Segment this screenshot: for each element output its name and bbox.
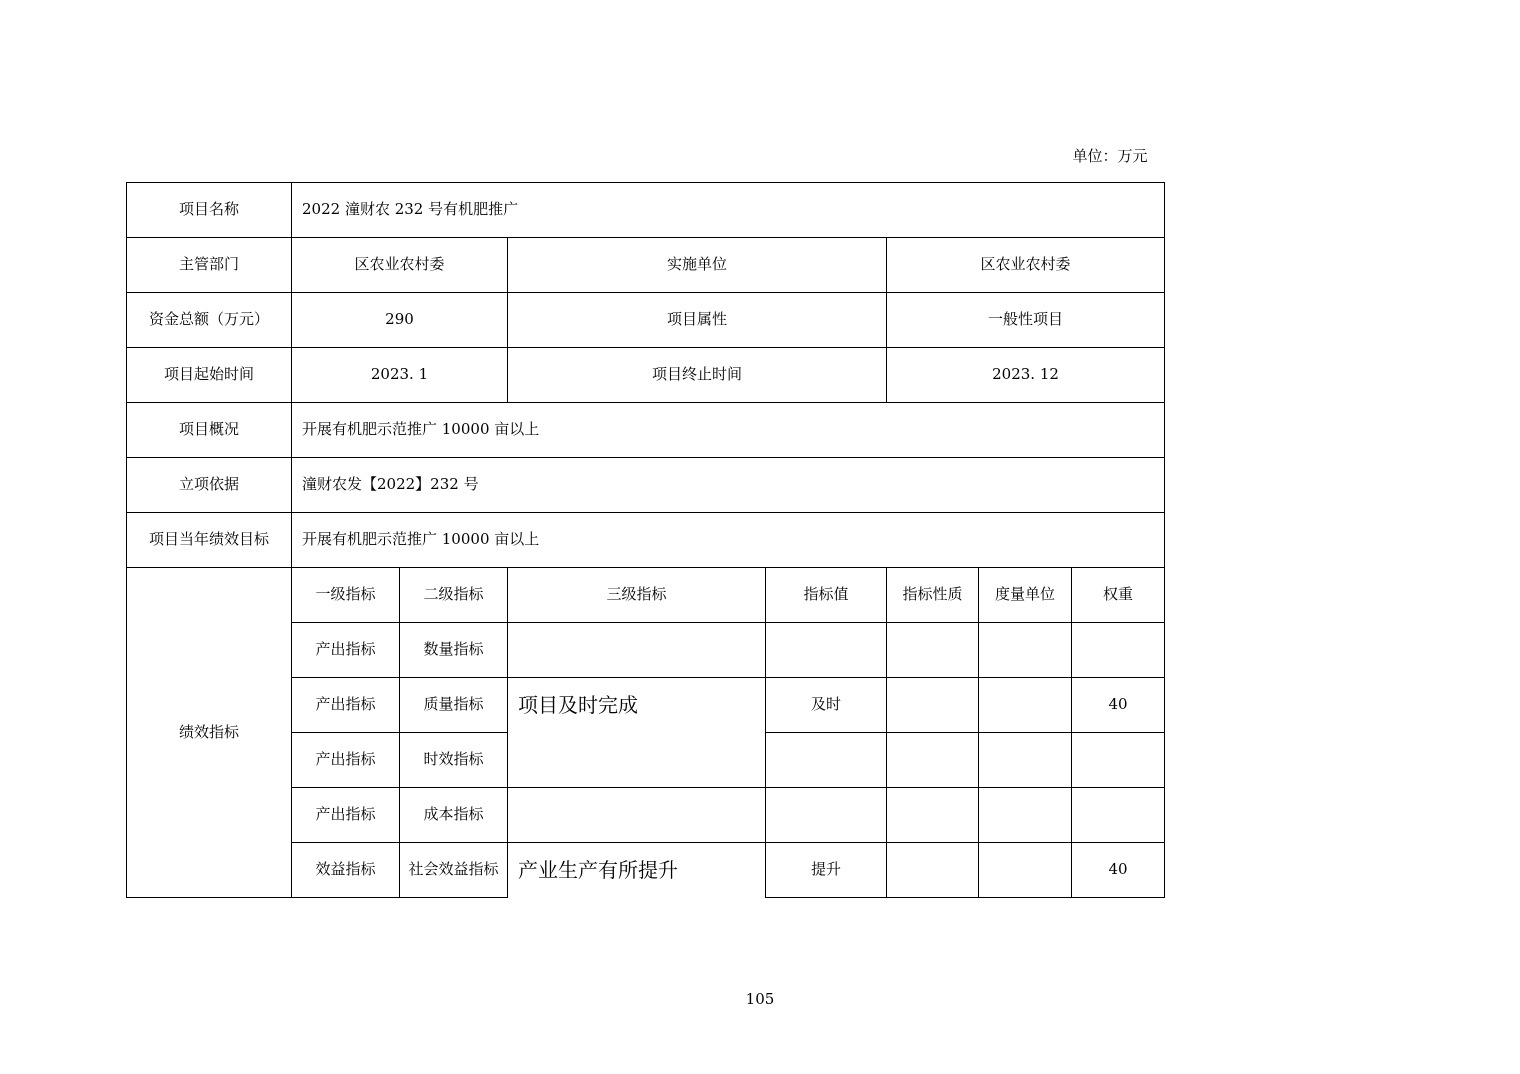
nature-cell <box>887 843 979 898</box>
page-number: 105 <box>745 990 775 1008</box>
start-value: 2023. 1 <box>292 348 508 403</box>
goal-value: 开展有机肥示范推广 10000 亩以上 <box>292 513 1165 568</box>
basis-value: 潼财农发【2022】232 号 <box>292 458 1165 513</box>
header-value: 指标值 <box>766 568 887 623</box>
level3-cell: 项目及时完成 <box>508 678 766 733</box>
weight-cell: 40 <box>1072 678 1165 733</box>
level1-cell: 产出指标 <box>292 788 400 843</box>
dept-value: 区农业农村委 <box>292 238 508 293</box>
value-cell <box>766 623 887 678</box>
row-basis <box>127 458 1165 513</box>
header-unit: 度量单位 <box>979 568 1072 623</box>
row-project-name <box>127 183 1165 238</box>
unit-cell <box>979 678 1072 733</box>
level1-cell: 产出指标 <box>292 623 400 678</box>
nature-cell <box>887 733 979 788</box>
indicators-section-label: 绩效指标 <box>127 568 292 898</box>
nature-cell <box>887 678 979 733</box>
project-name-label: 项目名称 <box>127 183 292 238</box>
weight-cell <box>1072 788 1165 843</box>
header-level1: 一级指标 <box>292 568 400 623</box>
goal-label: 项目当年绩效目标 <box>127 513 292 568</box>
level1-cell: 效益指标 <box>292 843 400 898</box>
level3-cell <box>508 788 766 843</box>
level2-cell: 时效指标 <box>400 733 508 788</box>
level2-cell: 社会效益指标 <box>400 843 508 898</box>
level3-cell <box>508 733 766 788</box>
unit-cell <box>979 733 1072 788</box>
row-overview <box>127 403 1165 458</box>
end-label: 项目终止时间 <box>508 348 887 403</box>
attr-label: 项目属性 <box>508 293 887 348</box>
impl-label: 实施单位 <box>508 238 887 293</box>
end-value: 2023. 12 <box>887 348 1165 403</box>
row-funds <box>127 293 1165 348</box>
value-cell: 提升 <box>766 843 887 898</box>
nature-cell <box>887 788 979 843</box>
value-cell <box>766 788 887 843</box>
basis-label: 立项依据 <box>127 458 292 513</box>
level1-cell: 产出指标 <box>292 678 400 733</box>
weight-cell: 40 <box>1072 843 1165 898</box>
unit-label: 单位：万元 <box>1072 147 1148 165</box>
row-department <box>127 238 1165 293</box>
level1-cell: 产出指标 <box>292 733 400 788</box>
header-level3: 三级指标 <box>508 568 766 623</box>
impl-value: 区农业农村委 <box>887 238 1165 293</box>
funds-label: 资金总额（万元） <box>127 293 292 348</box>
overview-label: 项目概况 <box>127 403 292 458</box>
unit-cell <box>979 843 1072 898</box>
dept-label: 主管部门 <box>127 238 292 293</box>
header-level2: 二级指标 <box>400 568 508 623</box>
header-weight: 权重 <box>1072 568 1165 623</box>
weight-cell <box>1072 733 1165 788</box>
level2-cell: 质量指标 <box>400 678 508 733</box>
level3-cell <box>508 623 766 678</box>
unit-cell <box>979 788 1072 843</box>
performance-table <box>126 182 1165 898</box>
header-nature: 指标性质 <box>887 568 979 623</box>
value-cell <box>766 733 887 788</box>
weight-cell <box>1072 623 1165 678</box>
level2-cell: 数量指标 <box>400 623 508 678</box>
level2-cell: 成本指标 <box>400 788 508 843</box>
start-label: 项目起始时间 <box>127 348 292 403</box>
project-name-value: 2022 潼财农 232 号有机肥推广 <box>292 183 1165 238</box>
funds-value: 290 <box>292 293 508 348</box>
level3-cell: 产业生产有所提升 <box>508 843 766 898</box>
unit-cell <box>979 623 1072 678</box>
row-goal <box>127 513 1165 568</box>
indicator-header-row <box>127 568 1165 623</box>
row-time <box>127 348 1165 403</box>
value-cell: 及时 <box>766 678 887 733</box>
attr-value: 一般性项目 <box>887 293 1165 348</box>
overview-value: 开展有机肥示范推广 10000 亩以上 <box>292 403 1165 458</box>
nature-cell <box>887 623 979 678</box>
